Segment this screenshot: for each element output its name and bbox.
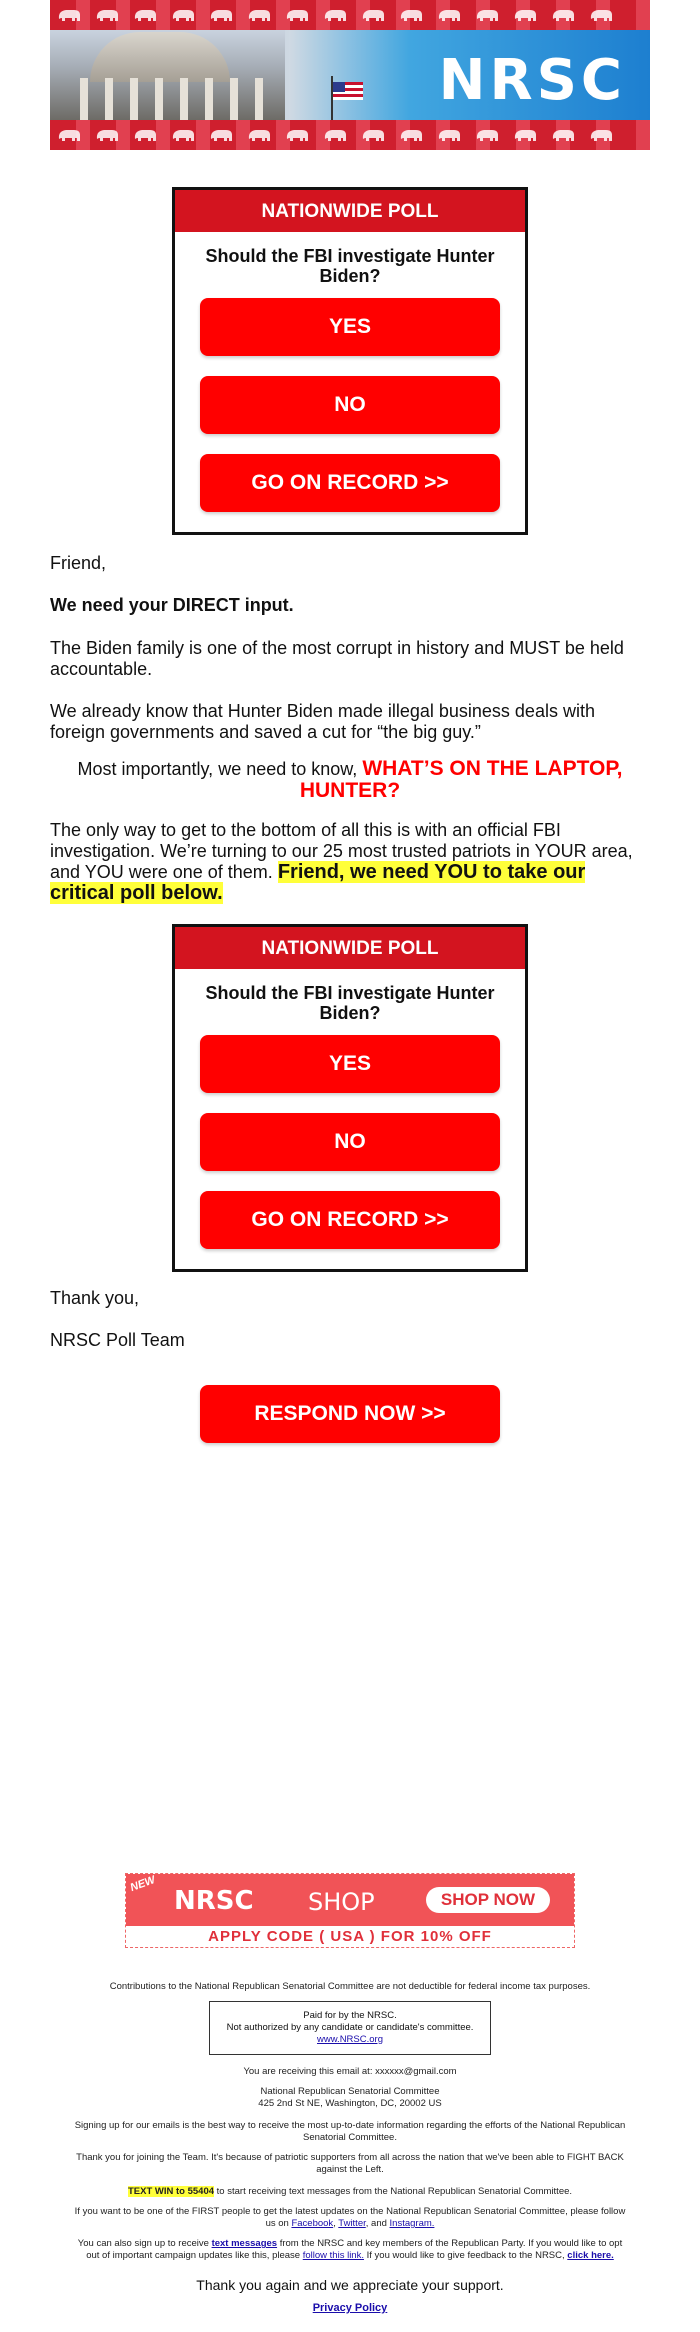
elephant-icon bbox=[94, 5, 120, 25]
elephant-icon bbox=[474, 125, 500, 145]
no-button[interactable]: NO bbox=[200, 1113, 500, 1171]
follow-this-link[interactable]: follow this link. bbox=[302, 2250, 364, 2261]
feedback-text: If you would like to give feedback to the NRSC, bbox=[366, 2250, 565, 2261]
receiving-email-line: You are receiving this email at: xxxxxx@gmail.com bbox=[243, 2066, 457, 2077]
nrsc-shop-banner[interactable] bbox=[125, 1873, 575, 1948]
opt-out-text bbox=[70, 2238, 630, 2262]
poll-highlight: Friend, we need YOU to take our critical poll below. bbox=[50, 861, 586, 904]
paragraph-3 bbox=[50, 758, 650, 802]
org-name: National Republican Senatorial Committee bbox=[260, 2086, 440, 2097]
elephant-icon bbox=[512, 5, 538, 25]
poll-box-2 bbox=[172, 924, 528, 1272]
thank-you: Thank you, bbox=[50, 1288, 140, 1308]
elephant-icon bbox=[208, 125, 234, 145]
shop-word: SHOP bbox=[308, 1888, 375, 1916]
promo-code-text: APPLY CODE ( USA ) FOR 10% OFF bbox=[208, 1928, 492, 1945]
elephant-stripe-top bbox=[50, 0, 650, 30]
thanks-again: Thank you again and we appreciate your support. bbox=[196, 2277, 504, 2293]
poll-question: Should the FBI investigate Hunter Biden? bbox=[205, 983, 495, 1023]
new-tag: NEW bbox=[128, 1873, 157, 1895]
direct-input-heading: We need your DIRECT input. bbox=[50, 595, 294, 615]
respond-now-button[interactable]: RESPOND NOW >> bbox=[200, 1385, 500, 1443]
shop-logo: NRSC bbox=[174, 1886, 254, 1916]
yes-button[interactable]: YES bbox=[200, 298, 500, 356]
paragraph-2: We already know that Hunter Biden made illegal business deals with foreign governments and saved a cut for “the big guy.” bbox=[50, 701, 595, 742]
facebook-link[interactable]: Facebook bbox=[291, 2218, 334, 2229]
elephant-icon bbox=[56, 125, 82, 145]
go-on-record-button[interactable]: GO ON RECORD >> bbox=[200, 1191, 500, 1249]
elephant-icon bbox=[360, 125, 386, 145]
header-banner bbox=[50, 0, 650, 150]
poll-header: NATIONWIDE POLL bbox=[175, 927, 525, 969]
signup-text: Signing up for our emails is the best way to receive the most up-to-date information regarding the efforts of the National Republican Senatorial Committee. bbox=[74, 2120, 626, 2143]
elephant-icon bbox=[246, 5, 272, 25]
elephant-icon bbox=[436, 5, 462, 25]
elephant-icon bbox=[56, 5, 82, 25]
poll-header: NATIONWIDE POLL bbox=[175, 190, 525, 232]
text-win-highlight: TEXT WIN to 55404 bbox=[127, 2186, 215, 2197]
go-on-record-button[interactable]: GO ON RECORD >> bbox=[200, 454, 500, 512]
elephant-icon bbox=[398, 5, 424, 25]
paid-for-line: Paid for by the NRSC. bbox=[303, 2010, 397, 2021]
text-messages-link[interactable]: text messages bbox=[211, 2238, 278, 2249]
elephant-icon bbox=[398, 125, 424, 145]
follow-us-text: If you want to be one of the FIRST people to get the latest updates on the National Republican Senatorial Committee, please follow us on Facebook, Twitter, and Instagram. bbox=[74, 2206, 626, 2229]
privacy-policy-link[interactable]: Privacy Policy bbox=[312, 2302, 388, 2314]
elephant-icon bbox=[208, 5, 234, 25]
org-address: 425 2nd St NE, Washington, DC, 20002 US bbox=[258, 2098, 442, 2109]
elephant-icon bbox=[94, 125, 120, 145]
instagram-link[interactable]: Instagram. bbox=[389, 2218, 435, 2229]
elephant-icon bbox=[170, 125, 196, 145]
elephant-icon bbox=[474, 5, 500, 25]
elephant-icon bbox=[588, 5, 614, 25]
elephant-icon bbox=[132, 5, 158, 25]
poll-box-1 bbox=[172, 187, 528, 535]
elephant-icon bbox=[436, 125, 462, 145]
greeting: Friend, bbox=[50, 553, 107, 573]
paragraph-1: The Biden family is one of the most corrupt in history and MUST be held accountable. bbox=[50, 638, 624, 679]
paragraph-4-text: The only way to get to the bottom of all this is with an official FBI investigation. We’re turning to our 25 most trusted patriots in YOUR area, and YOU were one of them. bbox=[50, 820, 633, 882]
elephant-icon bbox=[132, 125, 158, 145]
thanks-team-text: Thank you for joining the Team. It's because of patriotic supporters from all across the nation that we've been able to FIGHT BACK against the Left. bbox=[76, 2152, 624, 2175]
elephant-icon bbox=[246, 125, 272, 145]
elephant-icon bbox=[284, 125, 310, 145]
signature: NRSC Poll Team bbox=[50, 1330, 185, 1350]
elephant-stripe-bottom bbox=[50, 120, 650, 150]
laptop-callout: WHAT’S ON THE LAPTOP, HUNTER? bbox=[299, 757, 623, 802]
contribution-disclaimer: Contributions to the National Republican Senatorial Committee are not deductible for federal income tax purposes. bbox=[109, 1981, 591, 1992]
elephant-icon bbox=[284, 5, 310, 25]
nrsc-website-link[interactable]: www.NRSC.org bbox=[317, 2034, 383, 2045]
nrsc-logo: NRSC bbox=[438, 48, 626, 113]
twitter-link[interactable]: Twitter bbox=[338, 2218, 366, 2229]
paid-for-box bbox=[209, 2001, 491, 2055]
elephant-icon bbox=[550, 125, 576, 145]
opt-out-mid: from the NRSC and key members of the Republican Party. If you would like to opt out of important campaign updates like this, please bbox=[86, 2238, 623, 2261]
text-win-line bbox=[50, 2186, 650, 2198]
opt-out-prefix: You can also sign up to receive bbox=[77, 2238, 209, 2249]
elephant-icon bbox=[322, 125, 348, 145]
elephant-icon bbox=[588, 125, 614, 145]
paragraph-4 bbox=[50, 820, 650, 904]
poll-question: Should the FBI investigate Hunter Biden? bbox=[205, 246, 495, 286]
follow-us-and: and bbox=[371, 2218, 387, 2229]
elephant-icon bbox=[322, 5, 348, 25]
elephant-icon bbox=[550, 5, 576, 25]
privacy-policy-container bbox=[50, 2302, 650, 2314]
follow-us-prefix: If you want to be one of the FIRST people to get the latest updates on the National Republican Senatorial Committee, please follow us on bbox=[74, 2206, 626, 2229]
elephant-icon bbox=[170, 5, 196, 25]
not-authorized-line: Not authorized by any candidate or candidate's committee. bbox=[226, 2022, 474, 2033]
shop-now-button[interactable]: SHOP NOW bbox=[426, 1887, 550, 1913]
paragraph-3-prefix: Most importantly, we need to know, bbox=[77, 759, 358, 779]
click-here-link[interactable]: click here. bbox=[567, 2250, 614, 2261]
elephant-icon bbox=[360, 5, 386, 25]
no-button[interactable]: NO bbox=[200, 376, 500, 434]
yes-button[interactable]: YES bbox=[200, 1035, 500, 1093]
capitol-image bbox=[50, 30, 285, 120]
text-win-rest: to start receiving text messages from the National Republican Senatorial Committee. bbox=[214, 2186, 573, 2197]
elephant-icon bbox=[512, 125, 538, 145]
us-flag-icon bbox=[333, 82, 363, 100]
